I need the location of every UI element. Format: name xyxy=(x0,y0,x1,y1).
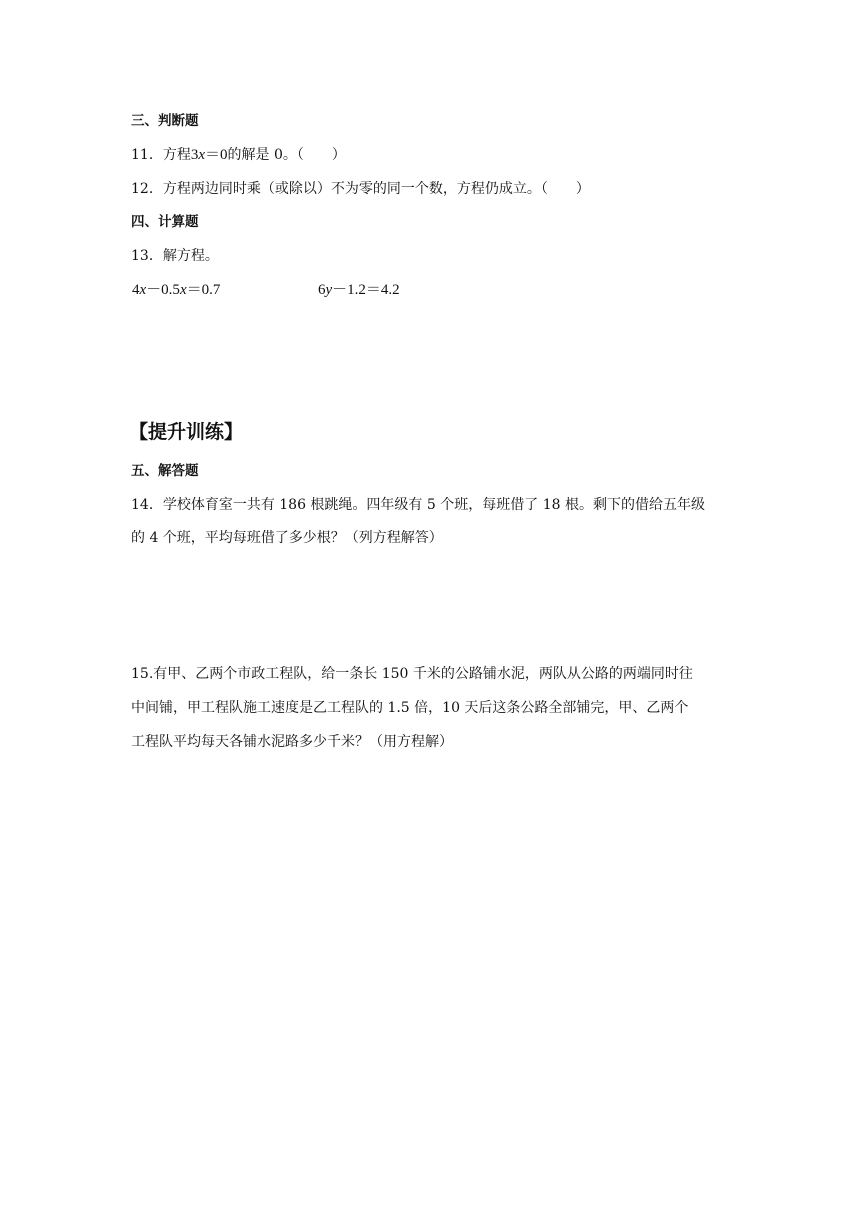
question-11-equation: 3x＝0 xyxy=(190,147,228,163)
question-11-suffix: 的解是 0。（ ） xyxy=(227,147,346,163)
question-11-prefix: 11．方程 xyxy=(131,147,191,163)
equation-2: 6y－1.2＝4.2 xyxy=(318,282,400,298)
question-15-line-2: 中间铺，甲工程队施工速度是乙工程队的 1.5 倍，10 天后这条公路全部铺完，甲、乙两个 xyxy=(131,700,689,716)
section3-heading: 三、判断题 xyxy=(131,113,199,129)
question-14-line-2: 的 4 个班，平均每班借了多少根？（列方程解答） xyxy=(131,530,443,546)
section4-heading: 四、计算题 xyxy=(131,214,199,230)
section5-heading: 五、解答题 xyxy=(131,463,199,479)
banner-title: 【提升训练】 xyxy=(129,421,244,443)
question-12: 12．方程两边同时乘（或除以）不为零的同一个数，方程仍成立。（ ） xyxy=(131,181,590,197)
question-14-line-1: 14．学校体育室一共有 186 根跳绳。四年级有 5 个班，每班借了 18 根。剩下的借给五年级 xyxy=(131,497,705,513)
question-11 xyxy=(131,145,346,165)
question-13: 13．解方程。 xyxy=(131,248,219,264)
equation-1: 4x－0.5x＝0.7 xyxy=(132,282,221,298)
question-15-line-3: 工程队平均每天各铺水泥路多少千米？（用方程解） xyxy=(131,734,453,750)
question-15-line-1: 15.有甲、乙两个市政工程队，给一条长 150 千米的公路铺水泥，两队从公路的两端同时往 xyxy=(131,666,693,682)
